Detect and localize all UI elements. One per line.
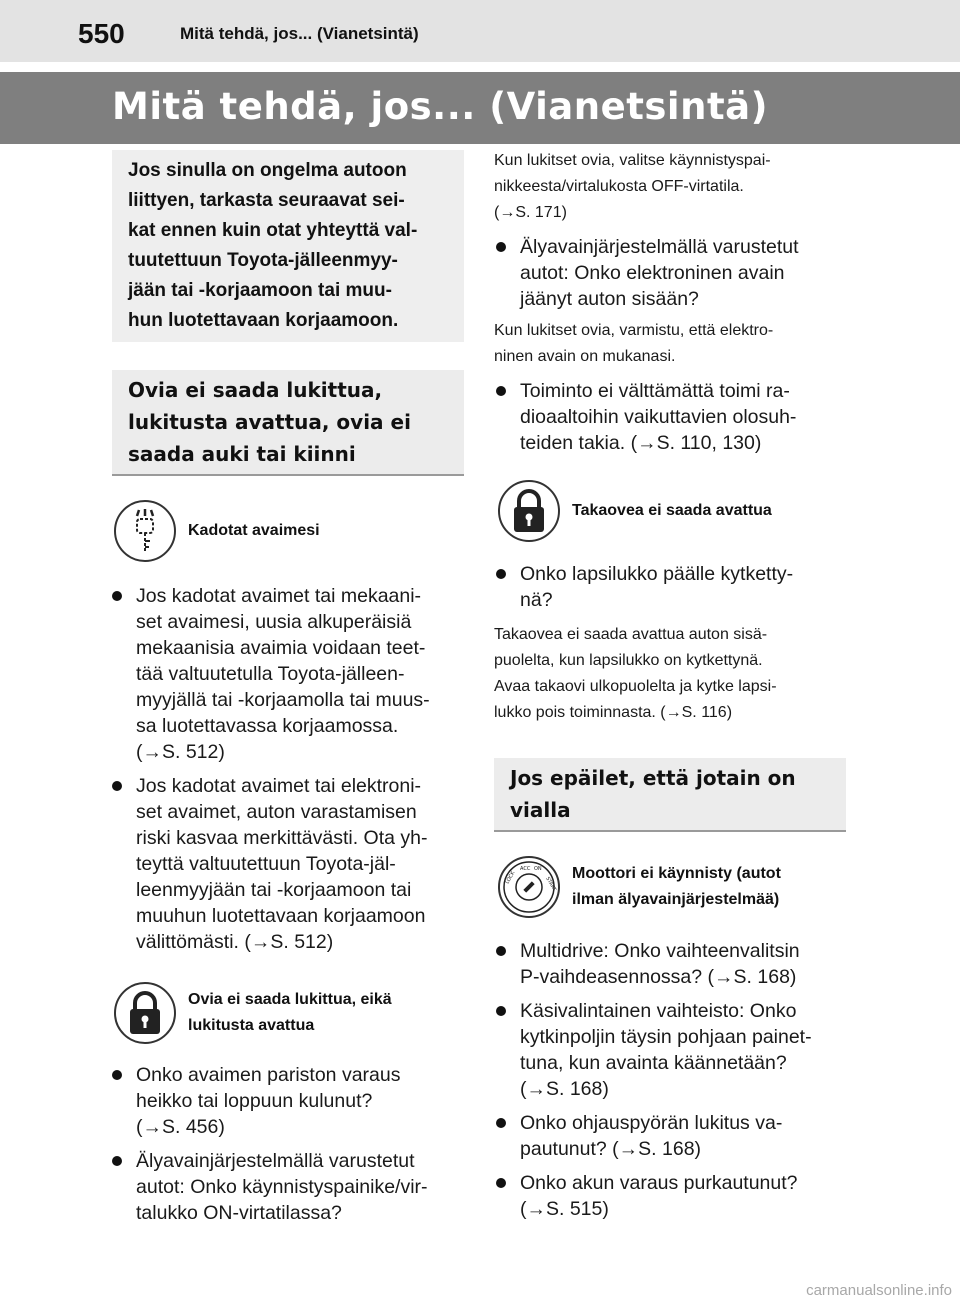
subheading-label xyxy=(188,987,392,1039)
subheading-label: Takaovea ei saada avattua xyxy=(572,502,772,519)
subheading-lost-keys xyxy=(114,500,320,562)
bullet-line: kytkinpoljin täysin pohjaan painet- xyxy=(520,1026,812,1048)
list-item xyxy=(494,561,854,613)
bullet-line: Onko lapsilukko päälle kytketty- xyxy=(520,563,794,585)
bullet-dot xyxy=(112,1070,122,1080)
subheading-line: Moottori ei käynnisty (autot xyxy=(572,865,781,882)
note-line: (→S. 171) xyxy=(494,204,567,221)
bullet-line: (→S. 456) xyxy=(136,1116,225,1138)
note-line: lukko pois toiminnasta. (→S. 116) xyxy=(494,704,733,721)
list-item xyxy=(494,234,854,312)
note-paragraph xyxy=(494,148,854,226)
bullet-line: Multidrive: Onko vaihteenvalitsin xyxy=(520,940,800,962)
bullet-line: teiden takia. (→S. 110, 130) xyxy=(520,432,762,454)
note-line: Takaovea ei saada avattua auton sisä- xyxy=(494,626,768,643)
section-heading-line: lukitusta avattua, ovia ei xyxy=(128,410,411,434)
running-header-title: Mitä tehdä, jos... (Vianetsintä) xyxy=(180,24,419,43)
note-line: puolelta, kun lapsilukko on kytkettynä. xyxy=(494,652,763,669)
bullet-line: P-vaihdeasennossa? (→S. 168) xyxy=(520,966,797,988)
bullet-line: sa luotettavassa korjaamossa. xyxy=(136,715,399,737)
intro-line: jään tai -korjaamoon tai muu- xyxy=(128,280,392,301)
ignition-label: LOCK xyxy=(504,870,517,885)
bullet-dot xyxy=(496,1006,506,1016)
radio-waves-bullet xyxy=(494,378,854,464)
subheading-label xyxy=(572,861,781,913)
page-number: 550 xyxy=(78,18,125,49)
bullet-line: Älyavainjärjestelmällä varustetut xyxy=(136,1150,415,1172)
note-line: Avaa takaovi ulkopuolelta ja kytke lapsi- xyxy=(494,678,777,695)
padlock-icon xyxy=(498,480,560,542)
bullet-line: set avaimet, auton varastamisen xyxy=(136,801,417,823)
section-heading-doors xyxy=(112,370,464,476)
section-heading-line: Jos epäilet, että jotain on xyxy=(510,766,796,790)
intro-line: liittyen, tarkasta seuraavat sei- xyxy=(128,190,405,211)
watermark: carmanualsonline.info xyxy=(806,1282,952,1299)
section-heading-line: Ovia ei saada lukittua, xyxy=(128,378,383,402)
list-item xyxy=(494,378,854,456)
bullet-line: teyttä valtuutettuun Toyota-jäl- xyxy=(136,853,396,875)
intro-box xyxy=(112,150,464,342)
list-item xyxy=(494,1110,854,1162)
intro-line: kat ennen kuin otat yhteyttä val- xyxy=(128,220,418,241)
list-item xyxy=(494,998,854,1102)
bullet-line: nä? xyxy=(520,589,553,611)
bullet-dot xyxy=(496,1178,506,1188)
bullet-line: (→S. 512) xyxy=(136,741,225,763)
bullet-line: Onko ohjauspyörän lukitus va- xyxy=(520,1112,783,1134)
subheading-line: Ovia ei saada lukittua, eikä xyxy=(188,991,392,1008)
bullet-line: tuna, kun avainta käännetään? xyxy=(520,1052,787,1074)
bullet-dot xyxy=(112,1156,122,1166)
lock-unlock-bullets xyxy=(110,1062,470,1234)
bullet-line: talukko ON-virtatilassa? xyxy=(136,1202,342,1224)
note-paragraph xyxy=(494,318,854,370)
intro-line: hun luotettavaan korjaamoon. xyxy=(128,310,399,331)
bullet-dot xyxy=(496,946,506,956)
bullet-line: jäänyt auton sisään? xyxy=(520,288,699,310)
section-heading-line: saada auki tai kiinni xyxy=(128,442,356,466)
section-heading-line: vialla xyxy=(510,798,571,822)
bullet-dot xyxy=(496,569,506,579)
list-item xyxy=(110,1062,470,1140)
bullet-line: tää valtuutetulla Toyota-jälleen- xyxy=(136,663,405,685)
bullet-line: Jos kadotat avaimet tai elektroni- xyxy=(136,775,422,797)
section-heading-fault xyxy=(494,758,846,832)
bullet-dot xyxy=(496,1118,506,1128)
bullet-dot xyxy=(496,386,506,396)
bullet-dot xyxy=(112,591,122,601)
chapter-title: Mitä tehdä, jos... (Vianetsintä) xyxy=(112,85,769,128)
bullet-line: myyjällä tai -korjaamolla tai muus- xyxy=(136,689,430,711)
bullet-line: Älyavainjärjestelmällä varustetut xyxy=(520,236,799,258)
padlock-icon xyxy=(114,982,176,1044)
note-paragraph xyxy=(494,622,854,726)
bullet-line: pautunut? (→S. 168) xyxy=(520,1138,702,1160)
bullet-line: mekaanisia avaimia voidaan teet- xyxy=(136,637,426,659)
subheading-line: ilman älyavainjärjestelmää) xyxy=(572,891,780,908)
bullet-line: muuhun luotettavaan korjaamoon xyxy=(136,905,426,927)
list-item xyxy=(110,1148,470,1226)
bullet-line: autot: Onko elektroninen avain xyxy=(520,262,785,284)
bullet-line: autot: Onko käynnistyspainike/vir- xyxy=(136,1176,428,1198)
subheading-label: Kadotat avaimesi xyxy=(188,522,320,539)
ignition-label: START xyxy=(544,876,558,893)
ignition-label: ACC xyxy=(520,866,531,872)
bullet-line: (→S. 515) xyxy=(520,1198,609,1220)
note-line: Kun lukitset ovia, varmistu, että elektro- xyxy=(494,322,774,339)
ignition-label: ON xyxy=(534,866,542,872)
bullet-line: Onko akun varaus purkautunut? xyxy=(520,1172,798,1194)
key-icon xyxy=(114,500,176,562)
subheading-engine xyxy=(498,856,781,918)
subheading-lock-unlock xyxy=(114,982,392,1044)
bullet-line: set avaimesi, uusia alkuperäisiä xyxy=(136,611,412,633)
page-header xyxy=(0,0,960,62)
bullet-dot xyxy=(112,781,122,791)
intro-line: tuutettuun Toyota-jälleenmyy- xyxy=(128,250,398,271)
subheading-line: lukitusta avattua xyxy=(188,1017,315,1034)
bullet-dot xyxy=(496,242,506,252)
bullet-line: heikko tai loppuun kulunut? xyxy=(136,1090,373,1112)
list-item xyxy=(110,773,470,955)
engine-bullets xyxy=(494,938,854,1230)
list-item xyxy=(494,938,854,990)
bullet-line: Onko avaimen pariston varaus xyxy=(136,1064,401,1086)
bullet-line: Toiminto ei välttämättä toimi ra- xyxy=(520,380,790,402)
note-line: ninen avain on mukanasi. xyxy=(494,348,676,365)
lost-keys-bullets xyxy=(110,583,470,963)
bullet-line: Jos kadotat avaimet tai mekaani- xyxy=(136,585,422,607)
bullet-line: dioaaltoihin vaikuttavien olosuh- xyxy=(520,406,797,428)
child-lock-bullet xyxy=(494,561,854,621)
bullet-line: (→S. 168) xyxy=(520,1078,609,1100)
bullet-line: välittömästi. (→S. 512) xyxy=(136,931,334,953)
note-line: Kun lukitset ovia, valitse käynnistyspai- xyxy=(494,152,771,169)
list-item xyxy=(494,1170,854,1222)
bullet-line: riski kasvaa merkittävästi. Ota yh- xyxy=(136,827,428,849)
intro-line: Jos sinulla on ongelma autoon xyxy=(128,160,407,181)
smart-key-bullet xyxy=(494,234,854,320)
bullet-line: Käsivalintainen vaihteisto: Onko xyxy=(520,1000,797,1022)
list-item xyxy=(110,583,470,765)
note-line: nikkeesta/virtalukosta OFF-virtatila. xyxy=(494,178,744,195)
ignition-switch-icon xyxy=(498,856,560,918)
bullet-line: leenmyyjään tai -korjaamoon tai xyxy=(136,879,412,901)
subheading-rear-door xyxy=(498,480,772,542)
